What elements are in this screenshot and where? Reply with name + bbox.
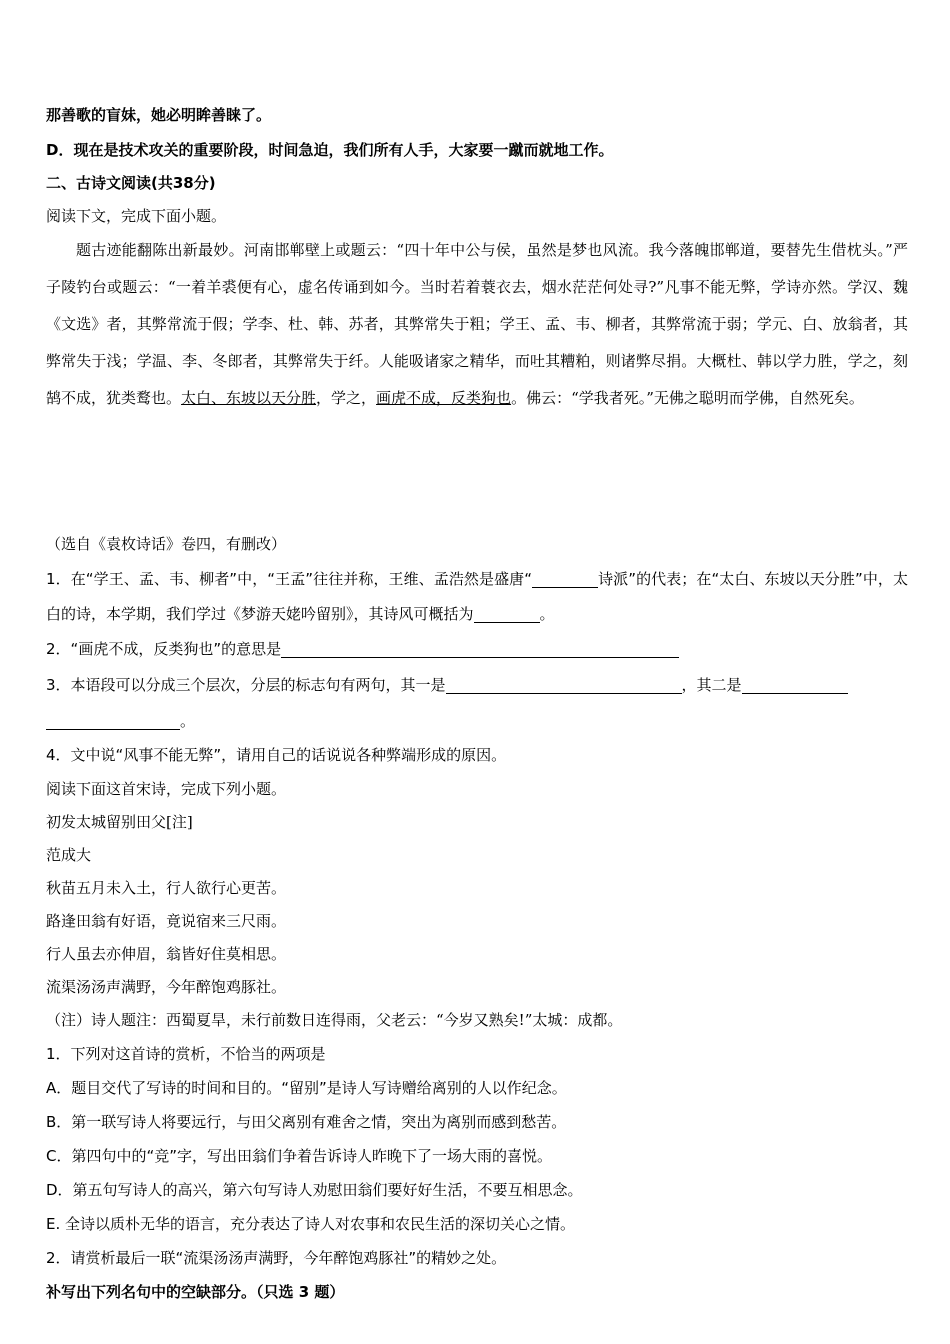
poem-author: 范成大 bbox=[46, 846, 92, 864]
question-4: 4．文中说“风事不能无弊”，请用自己的话说说各种弊端形成的原因。 bbox=[46, 746, 507, 764]
poem-line-4: 流渠汤汤声满野，今年醉饱鸡豚社。 bbox=[46, 978, 287, 996]
q1-text-b: 诗派”的代表；在“太白、东坡以天分胜”中，太白的诗，本学期，我们学过《梦游天姥吟留别》，其诗风可概括为 bbox=[46, 570, 908, 623]
q3-text-b: ，其二是 bbox=[681, 676, 742, 694]
q3-text-c: 。 bbox=[180, 712, 196, 730]
poem-option-e: E. 全诗以质朴无华的语言，充分表达了诗人对农事和农民生活的深切关心之情。 bbox=[46, 1215, 576, 1233]
q3-blank-2[interactable] bbox=[742, 675, 848, 694]
poem-line-3: 行人虽去亦伸眉，翁皆好住莫相思。 bbox=[46, 945, 287, 963]
poem-note: （注）诗人题注：西蜀夏旱，未行前数日连得雨，父老云：“今岁又熟矣!”太城：成都。 bbox=[46, 1011, 623, 1029]
passage-underline-1: 太白、东坡以天分胜 bbox=[181, 389, 317, 407]
q1-text-a: 1．在“学王、孟、韦、柳者”中，“王孟”往往并称，王维、孟浩然是盛唐“ bbox=[46, 570, 532, 588]
section-3-title: 补写出下列名句中的空缺部分。（只选 3 题） bbox=[46, 1283, 345, 1301]
poem-option-b: B．第一联写诗人将要远行，与田父离别有难舍之情，突出为离别而感到愁苦。 bbox=[46, 1113, 567, 1131]
poem-option-c: C．第四句中的“竞”字，写出田翁们争着告诉诗人昨晚下了一场大雨的喜悦。 bbox=[46, 1147, 553, 1165]
q2-blank[interactable] bbox=[281, 639, 679, 658]
q3-blank-1[interactable] bbox=[446, 675, 682, 694]
q1-text-c: 。 bbox=[539, 605, 555, 623]
passage-source: （选自《袁枚诗话》卷四，有删改） bbox=[46, 535, 287, 553]
q3-blank-2-continued[interactable] bbox=[46, 711, 180, 730]
poem-title: 初发太城留别田父[注] bbox=[46, 813, 193, 831]
question-3 bbox=[46, 667, 908, 739]
section-2-title: 二、古诗文阅读(共38分) bbox=[46, 174, 216, 192]
q3-text-a: 3．本语段可以分成三个层次，分层的标志句有两句，其一是 bbox=[46, 676, 446, 694]
passage-part-a: 题古迹能翻陈出新最妙。河南邯郸壁上或题云：“四十年中公与侯，虽然是梦也风流。我今落魄邯郸道，要替先生借枕头。”严子陵钓台或题云：“一着羊裘便有心，虚名传诵到如今。当时若着蓑衣去，烟水茫茫何处寻?”凡事不能无弊，学诗亦然。学汉、魏《文选》者，其弊常流于假；学李、杜、韩、苏者，其弊常失于粗；学王、孟、韦、柳者，其弊常流于弱；学元、白、放翁者，其弊常失于浅；学温、李、冬郎者，其弊常失于纤。人能吸诸家之精华，而吐其糟粕，则诸弊尽捐。大概杜、韩以学力胜，学之，刻鹄不成，犹类鹜也。 bbox=[46, 241, 908, 407]
document-page bbox=[46, 96, 908, 1310]
classical-passage bbox=[46, 232, 908, 528]
passage-mid: ，学之， bbox=[316, 389, 377, 407]
q2-text: 2．“画虎不成，反类狗也”的意思是 bbox=[46, 640, 282, 658]
q1-blank-1[interactable] bbox=[532, 569, 598, 588]
poem-line-1: 秋苗五月未入土，行人欲行心更苦。 bbox=[46, 879, 287, 897]
q1-blank-2[interactable] bbox=[474, 604, 540, 623]
passage-underline-2: 画虎不成，反类狗也 bbox=[376, 389, 512, 407]
passage-instruction: 阅读下文，完成下面小题。 bbox=[46, 207, 227, 225]
poem-option-a: A．题目交代了写诗的时间和目的。“留别”是诗人写诗赠给离别的人以作纪念。 bbox=[46, 1079, 567, 1097]
poem-line-2: 路逢田翁有好语，竟说宿来三尺雨。 bbox=[46, 912, 287, 930]
poem-option-d: D．第五句写诗人的高兴，第六句写诗人劝慰田翁们要好好生活，不要互相思念。 bbox=[46, 1181, 583, 1199]
question-2 bbox=[46, 632, 908, 667]
passage-part-b: 。佛云：“学我者死。”无佛之聪明而学佛，自然死矣。 bbox=[511, 389, 864, 407]
question-1 bbox=[46, 562, 908, 632]
poem-question-2: 2．请赏析最后一联“流渠汤汤声满野，今年醉饱鸡豚社”的精妙之处。 bbox=[46, 1249, 507, 1267]
option-c-continuation: 那善歌的盲妹，她必明眸善睐了。 bbox=[46, 106, 272, 124]
poem-instruction: 阅读下面这首宋诗，完成下列小题。 bbox=[46, 780, 287, 798]
option-d: D．现在是技术攻关的重要阶段，时间急迫，我们所有人手，大家要一蹴而就地工作。 bbox=[46, 141, 614, 159]
poem-question-1: 1．下列对这首诗的赏析，不恰当的两项是 bbox=[46, 1045, 326, 1063]
